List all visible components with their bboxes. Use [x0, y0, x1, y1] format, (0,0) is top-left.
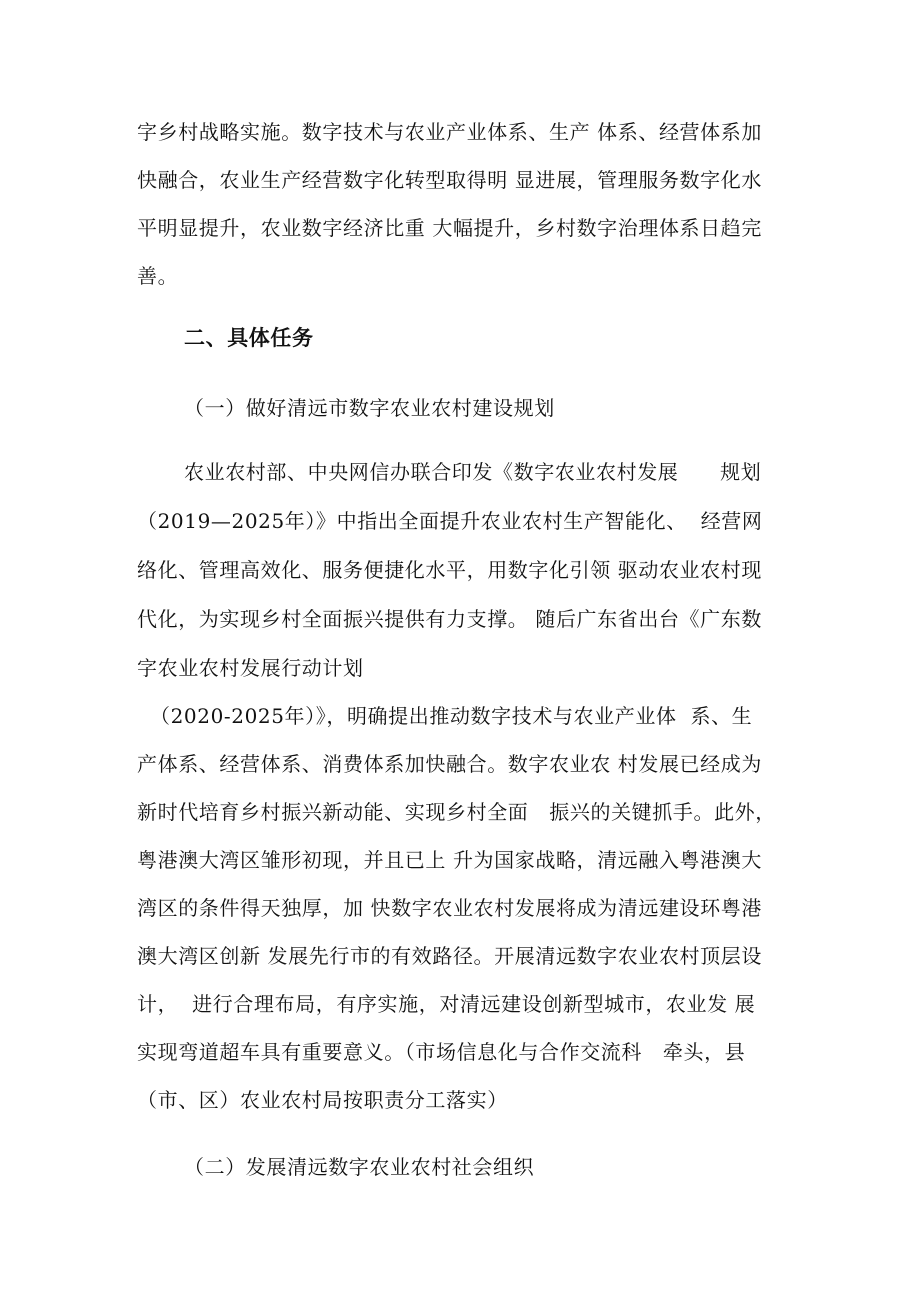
paragraph-2-line-10: 湾区的条件得天独厚，加 快数字农业农村发展将成为清远建设环粤港	[137, 896, 762, 920]
paragraph-2-line-2: （2019—2025年）》中指出全面提升农业农村生产智能化、 经营网	[137, 509, 763, 533]
paragraph-1-line-2: 快融合，农业生产经营数字化转型取得明 显进展，管理服务数字化水	[137, 168, 762, 192]
paragraph-2-line-13: 实现弯道超车具有重要意义。（市场信息化与合作交流科 牵头，县	[137, 1040, 746, 1064]
paragraph-2-line-1: 农业农村部、中央网信办联合印发《数字农业农村发展 规划	[184, 460, 762, 484]
section-heading: 二、具体任务	[184, 326, 314, 350]
paragraph-2-line-14: （市、区）农业农村局按职责分工落实）	[137, 1088, 508, 1112]
paragraph-2-line-4: 代化，为实现乡村全面振兴提供有力支撑。 随后广东省出台《广东数	[137, 607, 762, 631]
paragraph-2-line-9: 粤港澳大湾区雏形初现，并且已上 升为国家战略，清远融入粤港澳大	[137, 848, 762, 872]
paragraph-2-line-5: 字农业农村发展行动计划	[137, 656, 364, 680]
paragraph-1-line-4: 善。	[137, 264, 179, 288]
paragraph-2-line-12: 计， 进行合理布局，有序实施，对清远建设创新型城市，农业发 展	[137, 992, 756, 1016]
sub-heading-2: （二）发展清远数字农业农村社会组织	[184, 1155, 535, 1179]
sub-heading-1: （一）做好清远市数字农业农村建设规划	[184, 396, 555, 420]
paragraph-2-line-3: 络化、管理高效化、服务便捷化水平，用数字化引领 驱动农业农村现	[137, 558, 762, 582]
paragraph-1-line-1: 字乡村战略实施。数字技术与农业产业体系、生产 体系、经营体系加	[137, 120, 762, 144]
paragraph-2-line-8: 新时代培育乡村振兴新动能、实现乡村全面 振兴的关键抓手。此外，	[137, 800, 776, 824]
paragraph-2-line-11: 澳大湾区创新 发展先行市的有效路径。开展清远数字农业农村顶层设	[137, 944, 762, 968]
paragraph-2-line-7: 产体系、经营体系、消费体系加快融合。数字农业农 村发展已经成为	[137, 752, 762, 776]
paragraph-2-line-6: （2020-2025年）》，明确提出推动数字技术与农业产业体 系、生	[150, 704, 753, 728]
paragraph-1-line-3: 平明显提升，农业数字经济比重 大幅提升，乡村数字治理体系日趋完	[137, 216, 762, 240]
